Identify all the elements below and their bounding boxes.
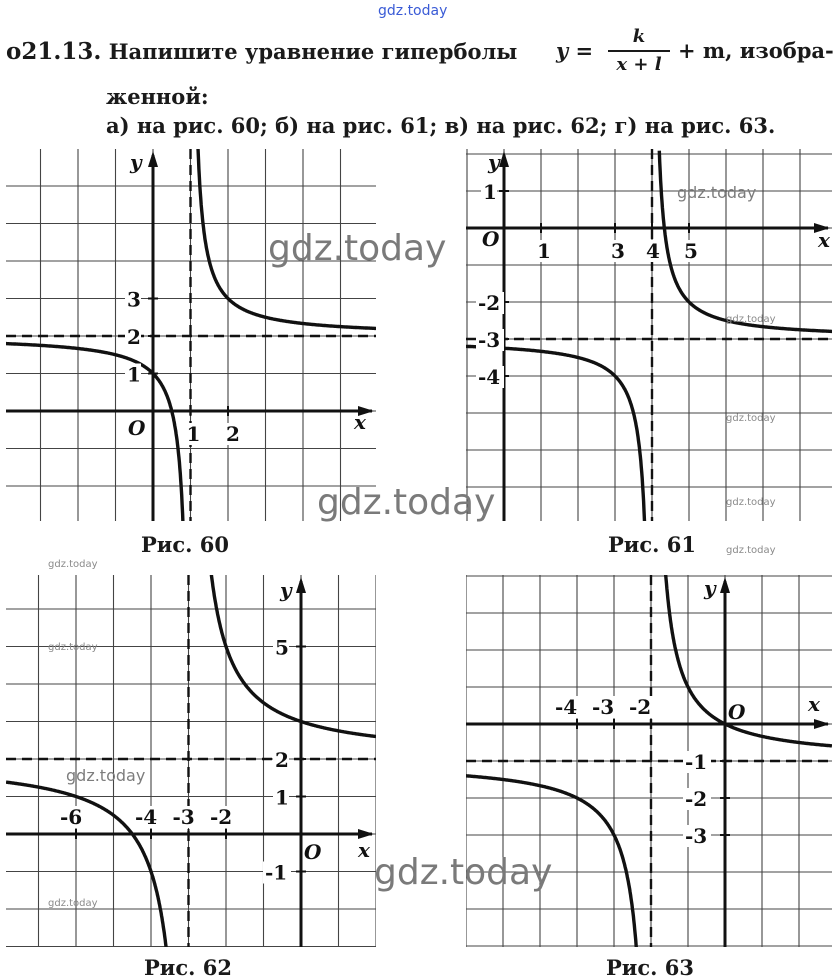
x-tick-label: -3: [172, 805, 195, 829]
x-tick-label: 4: [646, 239, 660, 263]
y-axis-arrow: [499, 151, 509, 167]
problem-text-line2: женной:: [106, 84, 209, 109]
fraction-numerator: k: [632, 26, 646, 47]
watermark-text: gdz.today: [677, 183, 757, 202]
y-tick-label: 3: [127, 287, 141, 312]
figure-61-graph: [466, 149, 832, 521]
problem-text: Напишите уравнение гиперболы: [108, 39, 518, 64]
x-tick-label: -4: [135, 805, 158, 829]
problem-subparts: а) на рис. 60; б) на рис. 61; в) на рис. 62; г) на рис. 63.: [106, 113, 776, 138]
figure-60-caption: Рис. 60: [141, 532, 229, 557]
x-tick-label: 1: [537, 239, 551, 263]
y-tick-label: -2: [478, 291, 501, 315]
x-tick-label: 3: [611, 239, 625, 263]
fraction-denominator: x + l: [616, 54, 662, 75]
watermark-text: gdz.today: [268, 228, 447, 269]
y-tick-label: -3: [478, 328, 501, 352]
origin-label: O: [482, 227, 500, 251]
x-tick-label: -4: [555, 695, 578, 719]
x-tick-label: -6: [60, 805, 83, 829]
equation-lhs: y =: [556, 38, 594, 63]
hyperbola-branch: [211, 575, 376, 737]
y-tick-label: 2: [275, 748, 289, 772]
watermark-text: gdz.today: [66, 766, 146, 785]
x-tick-label: -2: [629, 695, 652, 719]
y-tick-label: -2: [685, 787, 708, 811]
x-axis-label: x: [818, 228, 830, 252]
x-axis-arrow: [814, 719, 830, 729]
x-tick-label: -2: [210, 805, 233, 829]
x-axis-label: x: [354, 410, 366, 434]
y-axis-arrow: [296, 577, 306, 593]
y-tick-label: -1: [685, 750, 708, 774]
watermark-top: gdz.today: [378, 3, 448, 19]
y-axis-label: y: [280, 578, 292, 602]
origin-label: O: [728, 700, 746, 724]
figure-60: [6, 149, 376, 521]
hyperbola-branch: [666, 575, 833, 746]
y-tick-label: 1: [127, 362, 141, 387]
figure-62: [6, 575, 376, 947]
figure-62-caption: Рис. 62: [144, 955, 232, 980]
y-tick-label: 5: [275, 635, 289, 660]
watermark-text: gdz.today: [48, 642, 98, 653]
y-axis-label: y: [488, 150, 500, 174]
origin-label: O: [304, 840, 322, 864]
y-tick-label: 2: [127, 325, 141, 349]
y-axis-label: y: [130, 150, 142, 174]
x-tick-label: -3: [592, 695, 615, 719]
figure-62-graph: [6, 575, 376, 947]
x-axis-label: x: [358, 838, 370, 862]
watermark-text: gdz.today: [726, 497, 776, 508]
figure-60-graph: [6, 149, 376, 521]
y-axis-arrow: [148, 151, 158, 167]
watermark-text: gdz.today: [48, 898, 98, 909]
fraction-bar: [608, 50, 670, 52]
y-axis-label: y: [704, 576, 716, 600]
equation-rest: + m, изобра-: [678, 38, 834, 63]
x-tick-label: 5: [684, 239, 698, 263]
watermark-text: gdz.today: [317, 482, 496, 523]
y-tick-label: -4: [478, 365, 501, 389]
y-tick-label: 1: [483, 180, 497, 204]
y-tick-label: 1: [275, 785, 289, 810]
x-axis-label: x: [808, 692, 820, 716]
x-tick-label: 2: [226, 422, 240, 446]
y-tick-label: -1: [265, 860, 288, 885]
y-axis-arrow: [720, 577, 730, 593]
figure-63-caption: Рис. 63: [606, 955, 694, 980]
watermark-text: gdz.today: [726, 314, 776, 325]
x-tick-label: 1: [186, 422, 201, 446]
problem-number: о21.13.: [6, 38, 102, 65]
y-tick-label: -3: [685, 824, 708, 848]
watermark-text: gdz.today: [374, 852, 553, 893]
figure-61: [466, 149, 832, 521]
watermark-text: gdz.today: [48, 559, 98, 570]
origin-label: O: [128, 416, 146, 440]
watermark-text: gdz.today: [726, 545, 776, 556]
equation-fraction: [608, 26, 670, 76]
watermark-text: gdz.today: [726, 413, 776, 424]
figure-61-caption: Рис. 61: [608, 532, 696, 557]
hyperbola-branch: [6, 344, 183, 521]
